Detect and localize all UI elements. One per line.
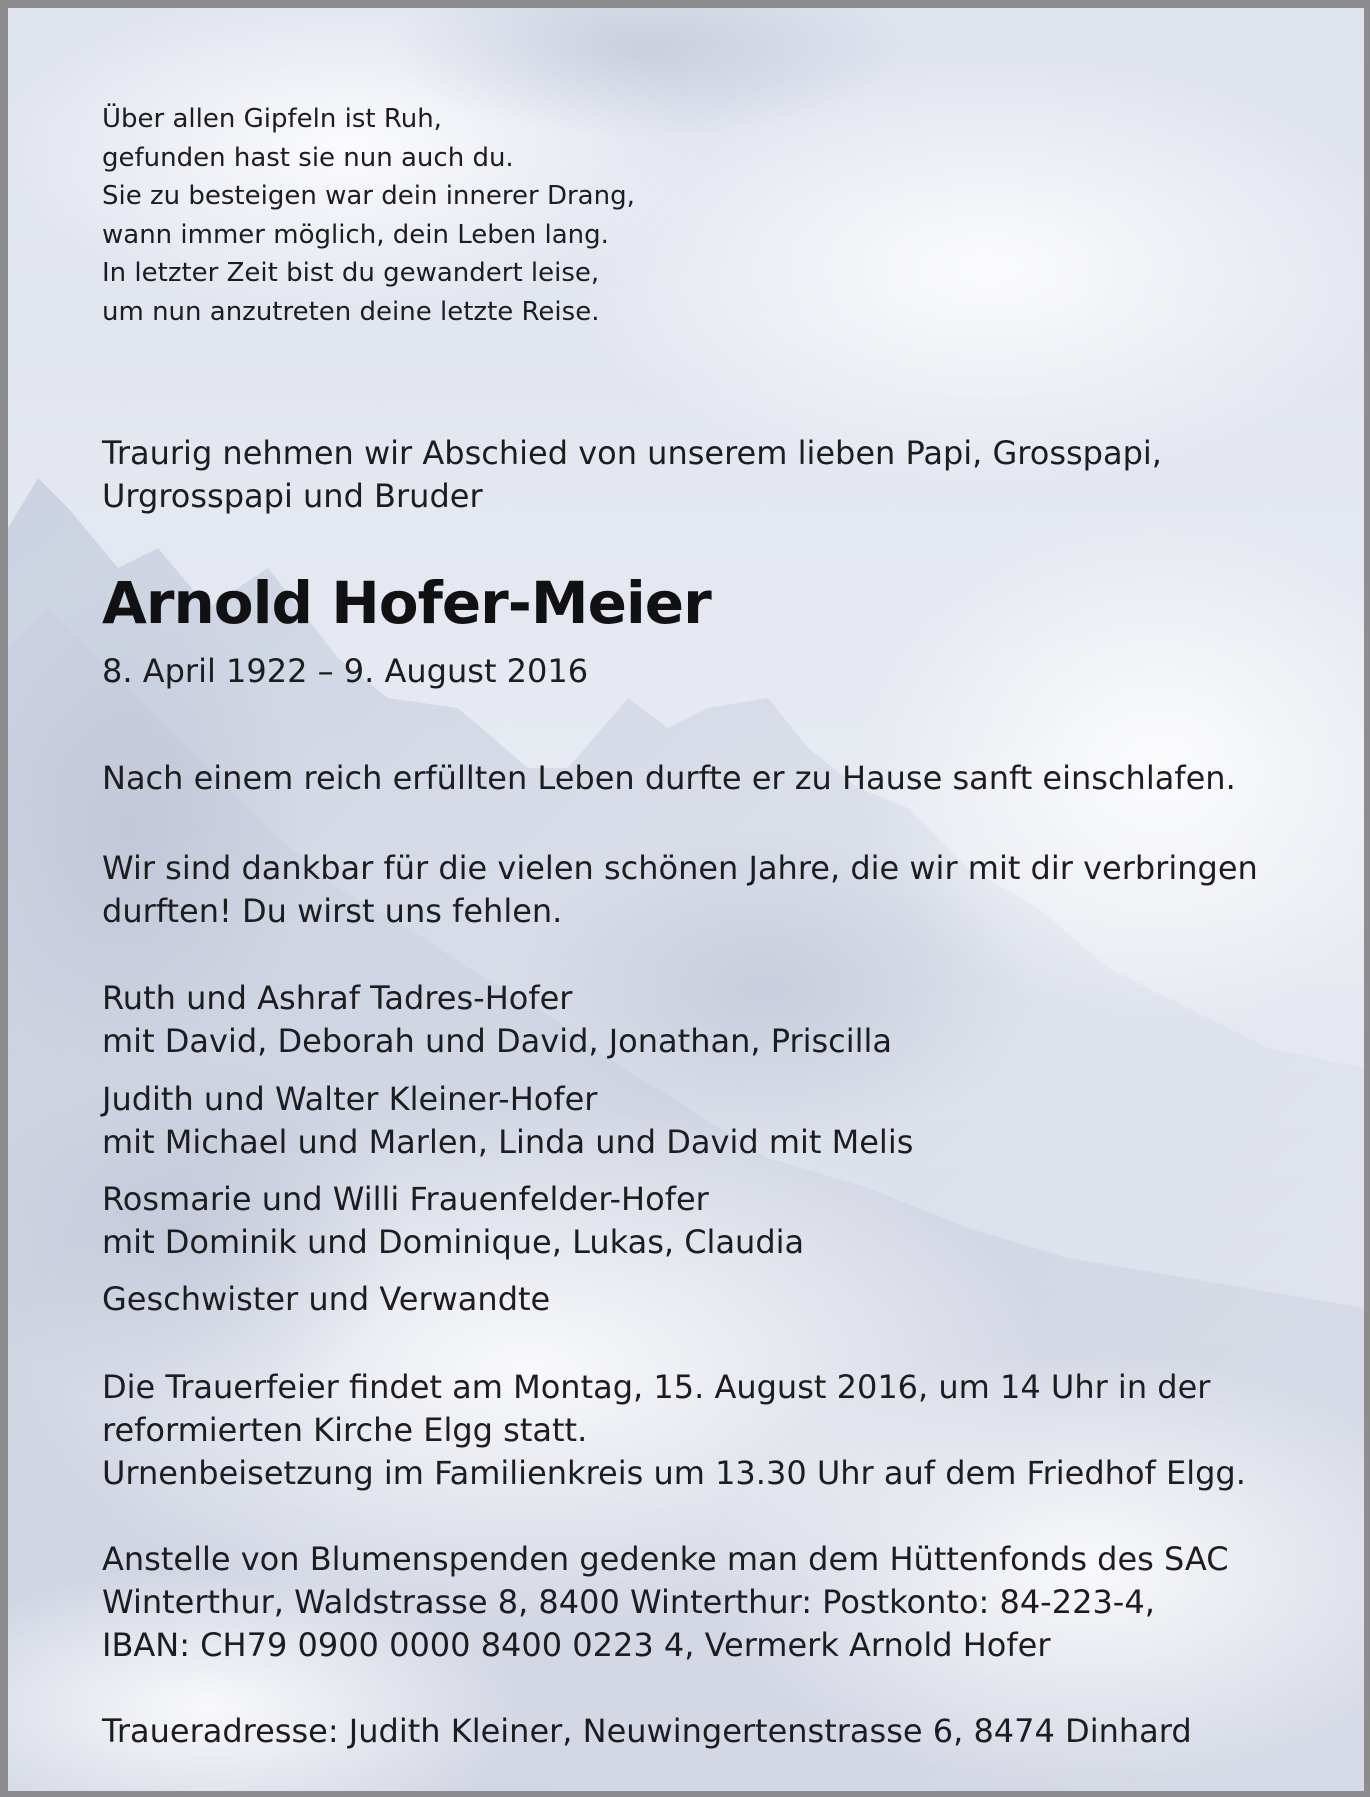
ceremony-text: Die Trauerfeier findet am Montag, 15. August 2016, um 14 Uhr in der reformierten Kirche Elgg statt. Urnenbeisetzung im Familienkreis um 13.30 Uhr auf dem Friedhof Elgg. [102, 1368, 1246, 1492]
mourning-address: Traueradresse: Judith Kleiner, Neuwingertenstrasse 6, 8474 Dinhard [102, 1712, 1192, 1750]
poem-text: Über allen Gipfeln ist Ruh, gefunden hast sie nun auch du. Sie zu besteigen war dein innerer Drang, wann immer möglich, dein Leben lang. In letzter Zeit bist du gewandert leise, um nun anzutreten deine letzte Reise. [102, 104, 635, 327]
donation-text: Anstelle von Blumenspenden gedenke man dem Hüttenfonds des SAC Winterthur, Waldstrasse 8, 8400 Winterthur: Postkonto: 84-223-4, IBAN: CH79 0900 0000 8400 0223 4, Vermerk Arnold Hofer [102, 1540, 1229, 1664]
deceased-name: Arnold Hofer-Meier [102, 569, 711, 637]
family-group-4: Geschwister und Verwandte [102, 1280, 551, 1318]
thanks-text: Wir sind dankbar für die vielen schönen Jahre, die wir mit dir verbringen durften! Du wirst uns fehlen. [102, 849, 1258, 930]
family-group-3: Rosmarie und Willi Frauenfelder-Hofer mit Dominik und Dominique, Lukas, Claudia [102, 1180, 805, 1261]
family-group-2: Judith und Walter Kleiner-Hofer mit Michael und Marlen, Linda und David mit Melis [102, 1080, 914, 1161]
intro-text: Traurig nehmen wir Abschied von unserem lieben Papi, Grosspapi, Urgrosspapi und Bruder [102, 434, 1162, 515]
passing-text: Nach einem reich erfüllten Leben durfte er zu Hause sanft einschlafen. [102, 759, 1236, 797]
family-group-1: Ruth und Ashraf Tadres-Hofer mit David, Deborah und David, Jonathan, Priscilla [102, 979, 893, 1060]
life-dates: 8. April 1922 – 9. August 2016 [102, 652, 589, 690]
